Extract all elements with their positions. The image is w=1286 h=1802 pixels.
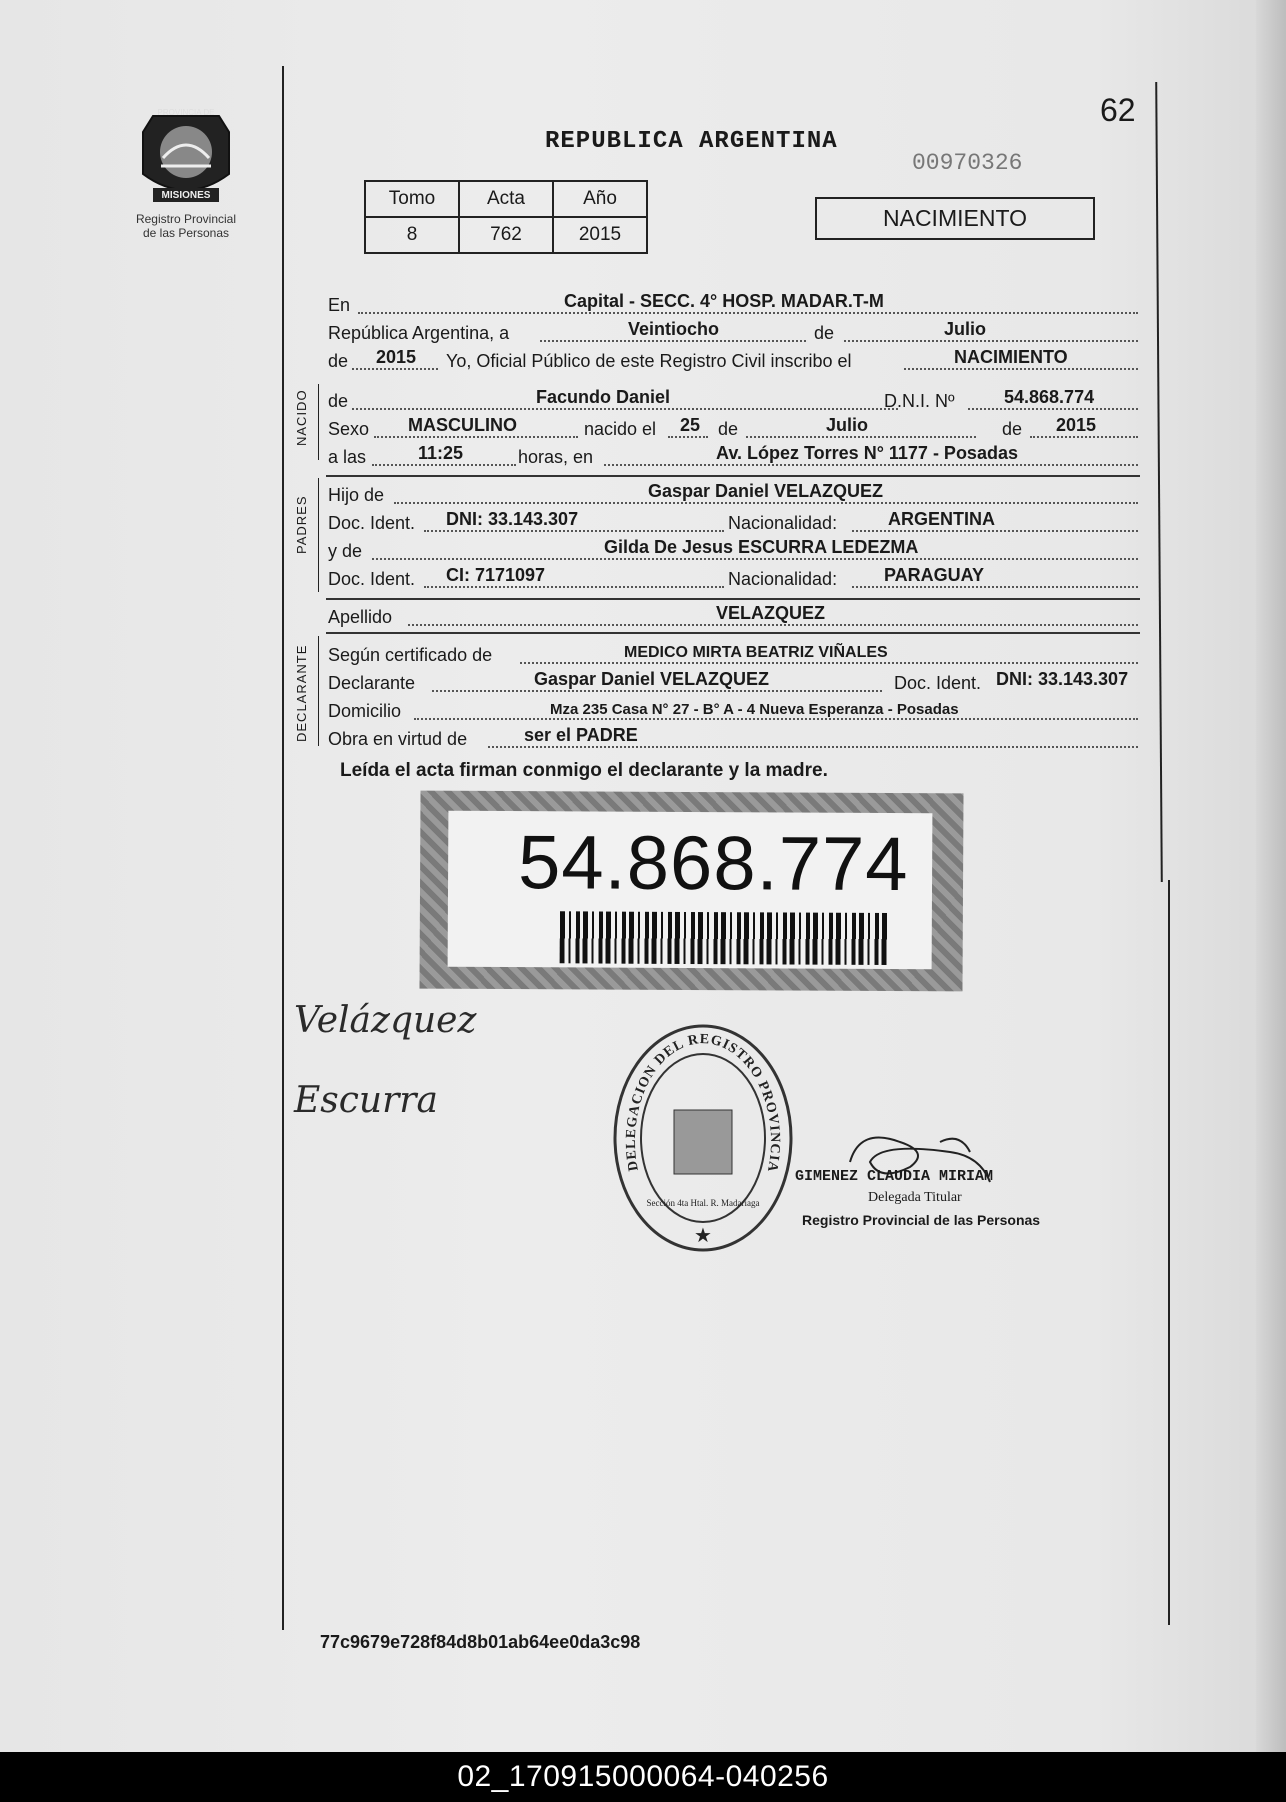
section-label-nacido: NACIDO (294, 389, 309, 446)
yde-label: y de (328, 541, 363, 561)
en-value: Capital - SECC. 4° HOSP. MADAR.T-M (564, 291, 884, 311)
republica-label: República Argentina, a (328, 323, 510, 343)
mother-nat-label: Nacionalidad: (728, 569, 838, 589)
birth-time: 11:25 (418, 443, 464, 463)
right-margin-line-lower (1168, 880, 1170, 1625)
segun-value: MEDICO MIRTA BEATRIZ VIÑALES (624, 644, 888, 661)
right-margin-line (1155, 82, 1163, 882)
dni-sticker (419, 791, 963, 992)
separator-3 (326, 632, 1140, 634)
inscribo-text: Yo, Oficial Público de este Registro Civil inscribo el (446, 351, 852, 371)
declarante-bracket (318, 636, 319, 746)
horas-label: horas, en (518, 447, 594, 467)
separator-2 (326, 598, 1140, 600)
row-mother-doc (328, 564, 1138, 592)
declarante-label: Declarante (328, 673, 416, 693)
record-header-cell: Acta (459, 181, 553, 217)
row-obra (328, 724, 1138, 752)
official-role: Delegada Titular (868, 1190, 962, 1205)
decl-doc-label: Doc. Ident. (894, 673, 982, 693)
record-header-cell: Tomo (365, 181, 459, 217)
section-label-padres: PADRES (294, 495, 309, 554)
row-father-doc (328, 508, 1138, 536)
birth-de2: de (1002, 419, 1023, 439)
sticker-number: 54.868.774 (517, 820, 909, 908)
record-table (364, 180, 648, 254)
serial-number: 00970326 (912, 150, 1023, 176)
handwritten-signature-1: Velázquez (294, 1000, 477, 1041)
mother-name: Gilda De Jesus ESCURRA LEDEZMA (604, 537, 919, 557)
father-name: Gaspar Daniel VELAZQUEZ (648, 481, 884, 501)
father-nat-label: Nacionalidad: (728, 513, 838, 533)
official-name: GIMENEZ CLAUDIA MIRIAM (795, 1168, 994, 1185)
official-stamp (608, 1020, 798, 1265)
padres-bracket (318, 478, 319, 592)
father-nat: ARGENTINA (888, 509, 995, 529)
nacido-bracket (318, 384, 319, 460)
birth-place: Av. López Torres N° 1177 - Posadas (716, 443, 1018, 463)
scan-id-bar: 02_170915000064-040256 (0, 1752, 1286, 1802)
section-label-declarante: DECLARANTE (294, 644, 309, 742)
record-kind-box: NACIMIENTO (815, 197, 1095, 240)
row-segun (328, 640, 1138, 668)
logo-text-bottom: MISIONES (161, 190, 211, 201)
child-name: Facundo Daniel (536, 387, 671, 407)
domicilio-value: Mza 235 Casa N° 27 - B° A - 4 Nueva Esperanza - Posadas (550, 701, 959, 718)
hijo-label: Hijo de (328, 485, 385, 505)
sexo-value: MASCULINO (408, 415, 517, 435)
dni-sticker-inner (448, 811, 933, 970)
row-domicilio (328, 696, 1138, 724)
mother-doc: CI: 7171097 (446, 565, 546, 585)
page-number: 62 (1100, 92, 1136, 128)
left-margin-line (282, 66, 284, 1630)
document-title: REPUBLICA ARGENTINA (545, 128, 838, 155)
record-table-header (365, 181, 647, 217)
record-table-values (365, 217, 647, 253)
read-note: Leída el acta firman conmigo el declarante y la madre. (340, 760, 828, 781)
domicilio-label: Domicilio (328, 701, 402, 721)
row-apellido (328, 602, 1138, 630)
sexo-label: Sexo (328, 419, 370, 439)
en-label: En (328, 295, 351, 315)
birth-year: 2015 (1056, 415, 1097, 435)
declarante-value: Gaspar Daniel VELAZQUEZ (534, 669, 770, 689)
decl-doc-value: DNI: 33.143.307 (996, 669, 1129, 689)
inscribo-value: NACIMIENTO (954, 347, 1068, 367)
year-value: 2015 (376, 347, 417, 367)
document-hash: 77c9679e728f84d8b01ab64ee0da3c98 (320, 1632, 641, 1652)
a-las-label: a las (328, 447, 367, 467)
logo-caption-1: Registro Provincial (135, 212, 237, 226)
svg-text:★: ★ (694, 1225, 712, 1247)
row-inscribo (328, 346, 1138, 374)
father-doc: DNI: 33.143.307 (446, 509, 579, 529)
segun-label: Según certificado de (328, 645, 493, 665)
birth-month: Julio (826, 415, 869, 435)
apellido-value: VELAZQUEZ (716, 603, 826, 623)
mother-doc-label: Doc. Ident. (328, 569, 416, 589)
stamp-inner-text: Sección 4ta Htal. R. Madariaga (646, 1198, 760, 1208)
obra-label: Obra en virtud de (328, 729, 468, 749)
logo-text-top: PROVINCIA DE (157, 108, 215, 117)
record-value-cell: 2015 (553, 217, 647, 253)
month-value: Julio (944, 319, 987, 339)
stamp-outer-text: DELEGACION DEL REGISTRO PROVINCIA (623, 1032, 783, 1174)
obra-value: ser el PADRE (524, 725, 638, 745)
row-en (328, 290, 1138, 318)
separator-1 (326, 475, 1140, 477)
record-header-cell: Año (553, 181, 647, 217)
province-logo (118, 102, 254, 240)
page-edge (1256, 0, 1286, 1752)
de-label: de (814, 323, 835, 343)
father-doc-label: Doc. Ident. (328, 513, 416, 533)
row-name (328, 386, 1138, 414)
name-label: de (328, 391, 349, 411)
row-mother (328, 536, 1138, 564)
row-republica (328, 318, 1138, 346)
day-words: Veintiocho (628, 319, 720, 339)
record-value-cell: 762 (459, 217, 553, 253)
dni-label: D.N.I. Nº (884, 391, 955, 411)
record-value-cell: 8 (365, 217, 459, 253)
row-sexo (328, 414, 1138, 442)
birth-day: 25 (680, 415, 701, 435)
mother-nat: PARAGUAY (884, 565, 985, 585)
year-prefix: de (328, 351, 349, 371)
row-declarante (328, 668, 1138, 696)
birth-de1: de (718, 419, 739, 439)
logo-caption-2: de las Personas (142, 226, 230, 240)
row-hijo (328, 480, 1138, 508)
row-hora (328, 442, 1138, 470)
apellido-label: Apellido (328, 607, 393, 627)
barcode (560, 911, 890, 965)
nacido-label: nacido el (584, 419, 657, 439)
official-org: Registro Provincial de las Personas (802, 1212, 1041, 1228)
handwritten-signature-2: Escurra (294, 1080, 438, 1121)
child-dni: 54.868.774 (1004, 387, 1095, 407)
